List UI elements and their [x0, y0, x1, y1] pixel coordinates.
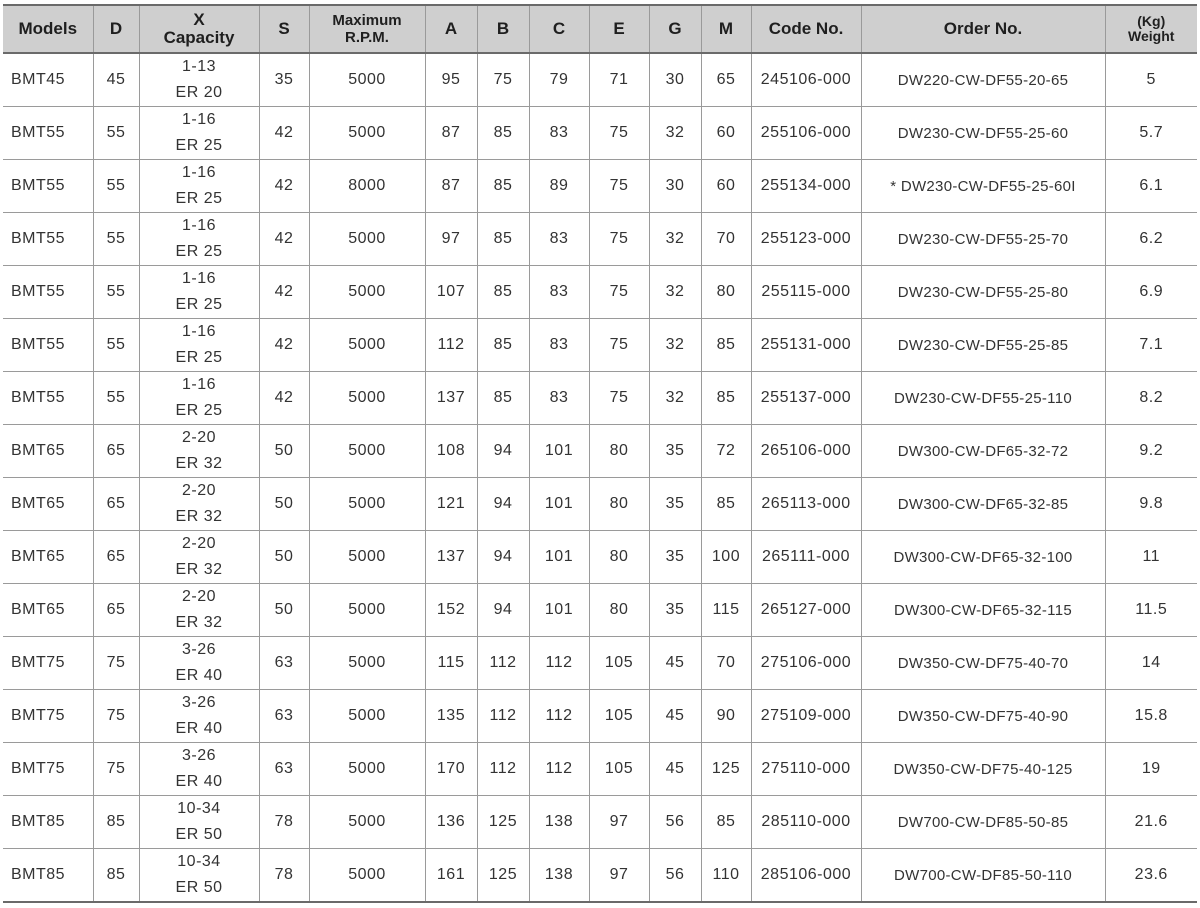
cell-code-no: 255123-000 — [751, 213, 861, 266]
capacity-collet: ER 25 — [175, 190, 223, 207]
cell-s: 50 — [259, 425, 309, 478]
cell-order-no: DW300-CW-DF65-32-100 — [861, 531, 1105, 584]
cell-d: 65 — [93, 478, 139, 531]
cell-weight: 7.1 — [1105, 319, 1197, 372]
cell-c: 112 — [529, 743, 589, 796]
table-row — [3, 531, 1197, 584]
cell-m: 85 — [701, 372, 751, 425]
cell-capacity — [139, 425, 259, 478]
capacity-range: 2-20 — [181, 429, 217, 446]
cell-model: BMT65 — [3, 584, 93, 637]
cell-code-no: 255131-000 — [751, 319, 861, 372]
cell-capacity — [139, 637, 259, 690]
table-row — [3, 107, 1197, 160]
cell-c: 101 — [529, 531, 589, 584]
cell-capacity — [139, 531, 259, 584]
cell-g: 35 — [649, 584, 701, 637]
table-row — [3, 53, 1197, 107]
cell-m: 65 — [701, 53, 751, 107]
cell-m: 60 — [701, 160, 751, 213]
capacity-range: 1-16 — [181, 323, 217, 340]
cell-e: 71 — [589, 53, 649, 107]
cell-e: 80 — [589, 584, 649, 637]
capacity-collet: ER 50 — [175, 826, 223, 843]
cell-capacity — [139, 107, 259, 160]
capacity-range: 10-34 — [177, 853, 221, 870]
header-kg: (Kg) — [1137, 13, 1166, 29]
capacity-collet: ER 32 — [175, 508, 223, 525]
header-g: G — [649, 5, 701, 53]
cell-max-rpm: 5000 — [309, 53, 425, 107]
cell-max-rpm: 5000 — [309, 319, 425, 372]
cell-c: 112 — [529, 637, 589, 690]
cell-m: 85 — [701, 796, 751, 849]
capacity-range: 3-26 — [181, 641, 217, 658]
cell-weight: 15.8 — [1105, 690, 1197, 743]
table-row — [3, 690, 1197, 743]
capacity-range: 1-16 — [181, 270, 217, 287]
cell-max-rpm: 5000 — [309, 372, 425, 425]
cell-d: 45 — [93, 53, 139, 107]
cell-weight: 8.2 — [1105, 372, 1197, 425]
table-row — [3, 849, 1197, 903]
cell-b: 75 — [477, 53, 529, 107]
cell-max-rpm: 5000 — [309, 266, 425, 319]
cell-d: 55 — [93, 372, 139, 425]
cell-weight: 23.6 — [1105, 849, 1197, 903]
cell-b: 85 — [477, 107, 529, 160]
cell-a: 112 — [425, 319, 477, 372]
cell-code-no: 285110-000 — [751, 796, 861, 849]
cell-code-no: 265127-000 — [751, 584, 861, 637]
cell-g: 32 — [649, 372, 701, 425]
cell-model: BMT75 — [3, 743, 93, 796]
table-row — [3, 637, 1197, 690]
capacity-collet: ER 25 — [175, 349, 223, 366]
table-row — [3, 584, 1197, 637]
cell-e: 97 — [589, 796, 649, 849]
cell-d: 85 — [93, 796, 139, 849]
table-row — [3, 266, 1197, 319]
capacity-collet: ER 20 — [175, 84, 223, 101]
cell-s: 42 — [259, 319, 309, 372]
cell-max-rpm: 5000 — [309, 531, 425, 584]
cell-d: 55 — [93, 213, 139, 266]
cell-code-no: 255115-000 — [751, 266, 861, 319]
cell-capacity — [139, 478, 259, 531]
capacity-range: 10-34 — [177, 800, 221, 817]
cell-b: 112 — [477, 637, 529, 690]
capacity-range: 3-26 — [181, 694, 217, 711]
cell-c: 79 — [529, 53, 589, 107]
cell-code-no: 275110-000 — [751, 743, 861, 796]
cell-g: 45 — [649, 637, 701, 690]
cell-g: 35 — [649, 425, 701, 478]
cell-a: 97 — [425, 213, 477, 266]
cell-code-no: 255137-000 — [751, 372, 861, 425]
capacity-range: 1-16 — [181, 164, 217, 181]
header-weight-label: Weight — [1128, 28, 1175, 44]
cell-d: 85 — [93, 849, 139, 903]
cell-code-no: 265106-000 — [751, 425, 861, 478]
cell-g: 45 — [649, 743, 701, 796]
cell-max-rpm: 5000 — [309, 849, 425, 903]
cell-code-no: 255134-000 — [751, 160, 861, 213]
cell-s: 42 — [259, 160, 309, 213]
cell-d: 65 — [93, 584, 139, 637]
header-e: E — [589, 5, 649, 53]
cell-g: 56 — [649, 849, 701, 903]
cell-order-no: DW300-CW-DF65-32-72 — [861, 425, 1105, 478]
cell-weight: 11.5 — [1105, 584, 1197, 637]
cell-e: 75 — [589, 319, 649, 372]
capacity-collet: ER 25 — [175, 243, 223, 260]
cell-c: 83 — [529, 213, 589, 266]
cell-s: 63 — [259, 690, 309, 743]
cell-e: 75 — [589, 213, 649, 266]
cell-b: 112 — [477, 743, 529, 796]
cell-c: 138 — [529, 849, 589, 903]
capacity-collet: ER 40 — [175, 720, 223, 737]
cell-c: 89 — [529, 160, 589, 213]
cell-model: BMT55 — [3, 107, 93, 160]
cell-order-no: DW230-CW-DF55-25-85 — [861, 319, 1105, 372]
header-d: D — [93, 5, 139, 53]
capacity-range: 1-16 — [181, 111, 217, 128]
table-row — [3, 160, 1197, 213]
cell-g: 35 — [649, 478, 701, 531]
cell-weight: 14 — [1105, 637, 1197, 690]
cell-g: 35 — [649, 531, 701, 584]
cell-weight: 19 — [1105, 743, 1197, 796]
cell-e: 105 — [589, 690, 649, 743]
cell-model: BMT55 — [3, 266, 93, 319]
cell-max-rpm: 5000 — [309, 743, 425, 796]
cell-max-rpm: 5000 — [309, 107, 425, 160]
cell-a: 87 — [425, 107, 477, 160]
header-weight — [1105, 5, 1197, 53]
cell-capacity — [139, 160, 259, 213]
capacity-range: 1-16 — [181, 376, 217, 393]
header-c: C — [529, 5, 589, 53]
cell-weight: 6.2 — [1105, 213, 1197, 266]
cell-max-rpm: 5000 — [309, 637, 425, 690]
cell-d: 55 — [93, 107, 139, 160]
cell-capacity — [139, 213, 259, 266]
capacity-collet: ER 50 — [175, 879, 223, 896]
capacity-collet: ER 32 — [175, 455, 223, 472]
cell-weight: 9.2 — [1105, 425, 1197, 478]
cell-max-rpm: 5000 — [309, 690, 425, 743]
cell-d: 65 — [93, 425, 139, 478]
cell-capacity — [139, 372, 259, 425]
cell-b: 94 — [477, 584, 529, 637]
cell-s: 63 — [259, 743, 309, 796]
cell-b: 85 — [477, 213, 529, 266]
cell-max-rpm: 5000 — [309, 796, 425, 849]
cell-m: 60 — [701, 107, 751, 160]
cell-c: 83 — [529, 107, 589, 160]
cell-model: BMT85 — [3, 796, 93, 849]
cell-e: 80 — [589, 478, 649, 531]
cell-a: 115 — [425, 637, 477, 690]
cell-code-no: 265113-000 — [751, 478, 861, 531]
cell-model: BMT75 — [3, 637, 93, 690]
cell-code-no: 265111-000 — [751, 531, 861, 584]
cell-code-no: 275109-000 — [751, 690, 861, 743]
cell-d: 65 — [93, 531, 139, 584]
cell-weight: 11 — [1105, 531, 1197, 584]
cell-c: 101 — [529, 425, 589, 478]
cell-weight: 21.6 — [1105, 796, 1197, 849]
table-row — [3, 372, 1197, 425]
cell-a: 137 — [425, 531, 477, 584]
header-b: B — [477, 5, 529, 53]
cell-s: 63 — [259, 637, 309, 690]
cell-order-no: * DW230-CW-DF55-25-60I — [861, 160, 1105, 213]
cell-model: BMT65 — [3, 478, 93, 531]
table-row — [3, 478, 1197, 531]
cell-capacity — [139, 849, 259, 903]
cell-weight: 6.9 — [1105, 266, 1197, 319]
capacity-collet: ER 25 — [175, 296, 223, 313]
cell-g: 56 — [649, 796, 701, 849]
cell-order-no: DW300-CW-DF65-32-115 — [861, 584, 1105, 637]
cell-code-no: 255106-000 — [751, 107, 861, 160]
cell-model: BMT65 — [3, 425, 93, 478]
cell-weight: 9.8 — [1105, 478, 1197, 531]
cell-order-no: DW700-CW-DF85-50-110 — [861, 849, 1105, 903]
table-row — [3, 425, 1197, 478]
cell-d: 75 — [93, 637, 139, 690]
cell-m: 70 — [701, 213, 751, 266]
cell-s: 42 — [259, 107, 309, 160]
cell-capacity — [139, 53, 259, 107]
cell-m: 85 — [701, 478, 751, 531]
capacity-range: 1-13 — [181, 58, 217, 75]
cell-model: BMT65 — [3, 531, 93, 584]
cell-order-no: DW230-CW-DF55-25-110 — [861, 372, 1105, 425]
cell-d: 55 — [93, 266, 139, 319]
cell-c: 112 — [529, 690, 589, 743]
cell-c: 83 — [529, 266, 589, 319]
cell-g: 30 — [649, 53, 701, 107]
cell-m: 72 — [701, 425, 751, 478]
capacity-collet: ER 32 — [175, 561, 223, 578]
cell-e: 105 — [589, 637, 649, 690]
cell-m: 85 — [701, 319, 751, 372]
capacity-range: 2-20 — [181, 482, 217, 499]
cell-s: 78 — [259, 849, 309, 903]
cell-capacity — [139, 690, 259, 743]
cell-g: 32 — [649, 319, 701, 372]
cell-e: 97 — [589, 849, 649, 903]
cell-g: 32 — [649, 266, 701, 319]
cell-a: 136 — [425, 796, 477, 849]
header-maximum: Maximum — [332, 12, 402, 29]
cell-a: 152 — [425, 584, 477, 637]
cell-a: 161 — [425, 849, 477, 903]
cell-a: 108 — [425, 425, 477, 478]
cell-capacity — [139, 584, 259, 637]
cell-e: 80 — [589, 531, 649, 584]
capacity-range: 2-20 — [181, 588, 217, 605]
cell-g: 30 — [649, 160, 701, 213]
cell-weight: 5.7 — [1105, 107, 1197, 160]
cell-c: 83 — [529, 372, 589, 425]
cell-s: 42 — [259, 266, 309, 319]
cell-b: 85 — [477, 319, 529, 372]
header-a: A — [425, 5, 477, 53]
cell-model: BMT75 — [3, 690, 93, 743]
cell-model: BMT85 — [3, 849, 93, 903]
capacity-range: 2-20 — [181, 535, 217, 552]
header-models: Models — [3, 5, 93, 53]
cell-code-no: 285106-000 — [751, 849, 861, 903]
header-max-rpm — [309, 5, 425, 53]
cell-max-rpm: 5000 — [309, 425, 425, 478]
cell-c: 138 — [529, 796, 589, 849]
cell-m: 110 — [701, 849, 751, 903]
header-capacity-x: X — [193, 10, 205, 29]
cell-e: 105 — [589, 743, 649, 796]
cell-weight: 6.1 — [1105, 160, 1197, 213]
header-order-no: Order No. — [861, 5, 1105, 53]
header-s: S — [259, 5, 309, 53]
cell-model: BMT55 — [3, 372, 93, 425]
cell-g: 32 — [649, 107, 701, 160]
cell-e: 75 — [589, 107, 649, 160]
header-row — [3, 5, 1197, 53]
cell-model: BMT55 — [3, 319, 93, 372]
cell-g: 32 — [649, 213, 701, 266]
cell-order-no: DW350-CW-DF75-40-125 — [861, 743, 1105, 796]
header-m: M — [701, 5, 751, 53]
cell-b: 112 — [477, 690, 529, 743]
cell-order-no: DW350-CW-DF75-40-70 — [861, 637, 1105, 690]
cell-max-rpm: 8000 — [309, 160, 425, 213]
header-capacity — [139, 5, 259, 53]
table-row — [3, 319, 1197, 372]
cell-capacity — [139, 796, 259, 849]
table-row — [3, 743, 1197, 796]
cell-d: 75 — [93, 743, 139, 796]
cell-a: 137 — [425, 372, 477, 425]
cell-weight: 5 — [1105, 53, 1197, 107]
cell-code-no: 275106-000 — [751, 637, 861, 690]
table-row — [3, 213, 1197, 266]
cell-b: 94 — [477, 478, 529, 531]
cell-m: 115 — [701, 584, 751, 637]
cell-order-no: DW230-CW-DF55-25-70 — [861, 213, 1105, 266]
cell-s: 42 — [259, 213, 309, 266]
cell-model: BMT55 — [3, 213, 93, 266]
cell-capacity — [139, 319, 259, 372]
capacity-range: 3-26 — [181, 747, 217, 764]
cell-max-rpm: 5000 — [309, 584, 425, 637]
cell-g: 45 — [649, 690, 701, 743]
capacity-collet: ER 32 — [175, 614, 223, 631]
cell-m: 80 — [701, 266, 751, 319]
cell-d: 75 — [93, 690, 139, 743]
cell-s: 50 — [259, 531, 309, 584]
cell-e: 80 — [589, 425, 649, 478]
cell-a: 95 — [425, 53, 477, 107]
capacity-collet: ER 40 — [175, 773, 223, 790]
cell-model: BMT55 — [3, 160, 93, 213]
cell-order-no: DW220-CW-DF55-20-65 — [861, 53, 1105, 107]
cell-d: 55 — [93, 160, 139, 213]
cell-m: 125 — [701, 743, 751, 796]
cell-order-no: DW230-CW-DF55-25-60 — [861, 107, 1105, 160]
spec-table — [3, 4, 1197, 903]
cell-a: 87 — [425, 160, 477, 213]
cell-s: 35 — [259, 53, 309, 107]
cell-capacity — [139, 743, 259, 796]
cell-b: 125 — [477, 849, 529, 903]
cell-m: 100 — [701, 531, 751, 584]
cell-b: 94 — [477, 531, 529, 584]
header-rpm: R.P.M. — [345, 29, 389, 46]
cell-max-rpm: 5000 — [309, 478, 425, 531]
cell-s: 50 — [259, 478, 309, 531]
cell-capacity — [139, 266, 259, 319]
cell-c: 83 — [529, 319, 589, 372]
cell-b: 125 — [477, 796, 529, 849]
cell-e: 75 — [589, 160, 649, 213]
header-code-no: Code No. — [751, 5, 861, 53]
cell-b: 85 — [477, 266, 529, 319]
cell-e: 75 — [589, 266, 649, 319]
cell-a: 107 — [425, 266, 477, 319]
cell-d: 55 — [93, 319, 139, 372]
cell-code-no: 245106-000 — [751, 53, 861, 107]
cell-order-no: DW230-CW-DF55-25-80 — [861, 266, 1105, 319]
cell-a: 170 — [425, 743, 477, 796]
cell-order-no: DW350-CW-DF75-40-90 — [861, 690, 1105, 743]
table-row — [3, 796, 1197, 849]
capacity-collet: ER 40 — [175, 667, 223, 684]
cell-max-rpm: 5000 — [309, 213, 425, 266]
cell-e: 75 — [589, 372, 649, 425]
cell-c: 101 — [529, 478, 589, 531]
cell-s: 42 — [259, 372, 309, 425]
cell-s: 78 — [259, 796, 309, 849]
cell-b: 85 — [477, 160, 529, 213]
cell-m: 90 — [701, 690, 751, 743]
cell-a: 121 — [425, 478, 477, 531]
cell-order-no: DW300-CW-DF65-32-85 — [861, 478, 1105, 531]
cell-s: 50 — [259, 584, 309, 637]
cell-b: 94 — [477, 425, 529, 478]
cell-m: 70 — [701, 637, 751, 690]
cell-b: 85 — [477, 372, 529, 425]
cell-a: 135 — [425, 690, 477, 743]
header-capacity-label: Capacity — [163, 28, 235, 47]
capacity-collet: ER 25 — [175, 137, 223, 154]
cell-c: 101 — [529, 584, 589, 637]
capacity-collet: ER 25 — [175, 402, 223, 419]
capacity-range: 1-16 — [181, 217, 217, 234]
cell-model: BMT45 — [3, 53, 93, 107]
cell-order-no: DW700-CW-DF85-50-85 — [861, 796, 1105, 849]
